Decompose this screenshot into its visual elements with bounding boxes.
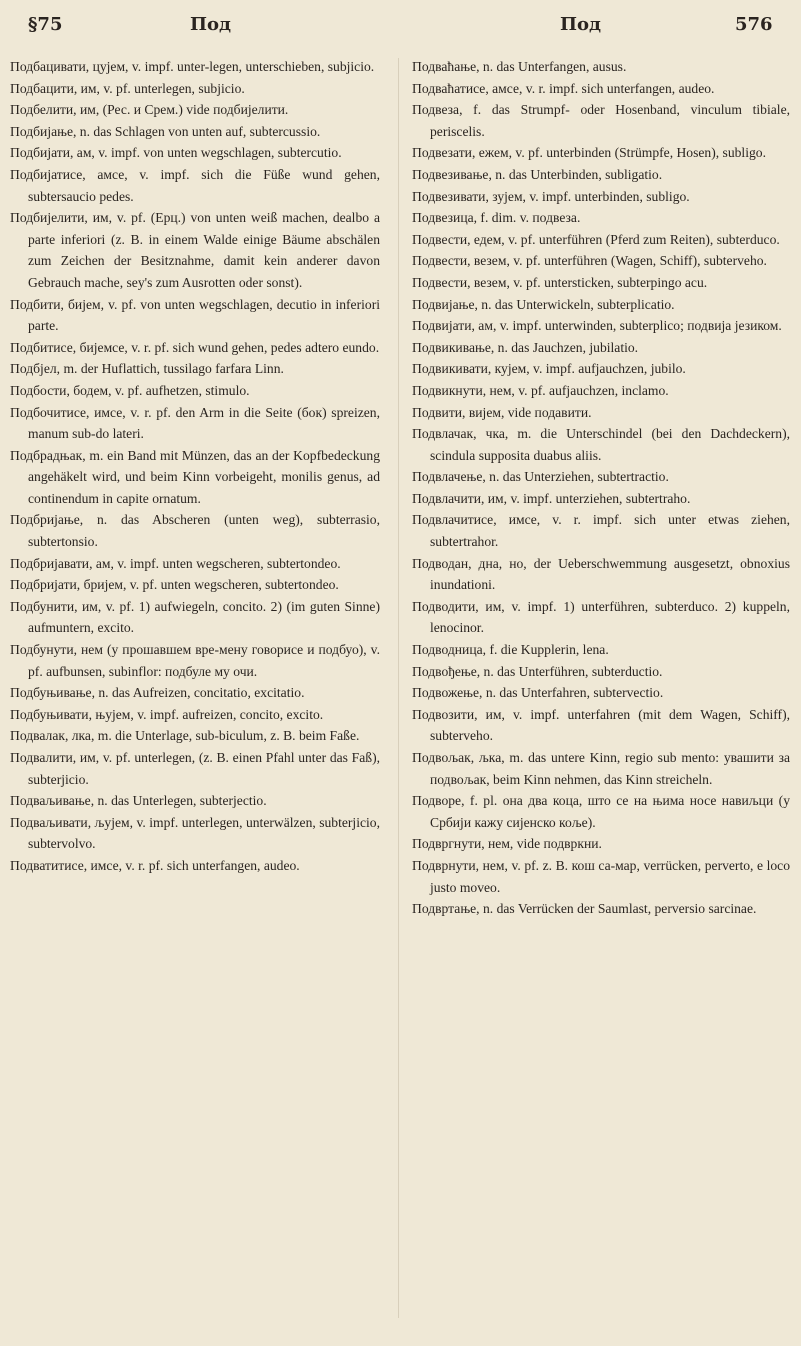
dictionary-entry: Подбости, бодем, v. pf. aufhetzen, stimulo. bbox=[10, 382, 250, 398]
dictionary-entry: Подвезица, f. dim. v. подвеза. bbox=[412, 210, 581, 226]
dictionary-entry: Подбочитисе, имсе, v. r. pf. den Arm in die Seite (бок) spreizen, manum sub-do lateri. bbox=[10, 404, 380, 442]
dictionary-entry: Подвити, вијем, vide подавити. bbox=[412, 404, 592, 420]
dictionary-entry: Подбијати, ам, v. impf. von unten wegschlagen, subtercutio. bbox=[10, 145, 342, 161]
dictionary-entry: Подвозити, им, v. impf. unterfahren (mit dem Wagen, Schiff), subterveho. bbox=[412, 706, 790, 744]
right-column bbox=[412, 56, 790, 920]
dictionary-entry: Подвезивање, n. das Unterbinden, subligatio. bbox=[412, 166, 663, 182]
dictionary-entry: Подводница, f. die Kupplerin, lena. bbox=[412, 642, 609, 658]
dictionary-entry: Подвеза, f. das Strumpf- oder Hosenband, vinculum tibiale, periscelis. bbox=[412, 102, 790, 139]
page-header bbox=[0, 8, 801, 48]
dictionary-entry: Подбитисе, бијемсе, v. r. pf. sich wund gehen, pedes adtero eundo. bbox=[10, 339, 380, 355]
dictionary-entry: Подбрадњак, m. ein Band mit Münzen, das an der Kopfbedeckung angehäkelt wird, und beim Kinn vorbeigeht, monilis genus, ad continendum in capite ornatum. bbox=[10, 447, 380, 506]
dictionary-entry: Подбацивати, цујем, v. impf. unter-legen, unterschieben, subjicio. bbox=[10, 59, 375, 74]
dictionary-entry: Подбријати, бријем, v. pf. unten wegscheren, subtertondeo. bbox=[10, 577, 339, 593]
dictionary-entry: Подбацити, им, v. pf. unterlegen, subjicio. bbox=[10, 80, 245, 96]
dictionary-entry: Подвести, едем, v. pf. unterführen (Pferd zum Reiten), subterduco. bbox=[412, 231, 780, 247]
page-number-right: 576 bbox=[735, 14, 773, 35]
dictionary-entry: Подвожење, n. das Unterfahren, subtervectio. bbox=[412, 685, 664, 701]
dictionary-entry: Подбијање, n. das Schlagen von unten auf, subtercussio. bbox=[10, 123, 321, 139]
dictionary-entry: Подбријавати, ам, v. impf. unten wegscheren, subtertondeo. bbox=[10, 555, 341, 571]
dictionary-entry: Подвезивати, зујем, v. impf. unterbinden, subligo. bbox=[412, 188, 690, 204]
dictionary-entry: Подворе, f. pl. она два коца, што се на њима носе навиљци (у Србији кажу сијенско коље). bbox=[412, 793, 790, 830]
dictionary-entry: Подвијање, n. das Unterwickeln, subterplicatio. bbox=[412, 296, 675, 312]
dictionary-entry: Подвлачитисе, имсе, v. r. impf. sich unter etwas ziehen, subtertrahor. bbox=[412, 512, 790, 550]
dictionary-entry: Подвлачење, n. das Unterziehen, subtertractio. bbox=[412, 469, 669, 485]
dictionary-entry: Подбријање, n. das Abscheren (unten weg), subterrasio, subtertonsio. bbox=[10, 512, 380, 550]
dictionary-entry: Подвикивање, n. das Jauchzen, jubilatio. bbox=[412, 339, 639, 355]
dictionary-entry: Подвољак, љка, m. das untere Kinn, regio sub mento: увашити за подвољак, beim Kinn nehmen, das Kinn streicheln. bbox=[412, 750, 790, 787]
page-number-left: §75 bbox=[28, 14, 63, 35]
dictionary-entry: Подбуњивати, њујем, v. impf. aufreizen, concito, excito. bbox=[10, 706, 324, 722]
dictionary-entry: Подвијати, ам, v. impf. unterwinden, subterplico; подвија језиком. bbox=[412, 318, 782, 334]
dictionary-entry: Подвести, везем, v. pf. untersticken, subterpingo acu. bbox=[412, 274, 708, 290]
dictionary-entry: Подбијатисе, амсе, v. impf. sich die Füße wund gehen, subtersaucio pedes. bbox=[10, 166, 380, 204]
dictionary-entry: Подводити, им, v. impf. 1) unterführen, subterduco. 2) kuppeln, lenocinor. bbox=[412, 598, 790, 636]
dictionary-entry: Подвалак, лка, m. die Unterlage, sub-biculum, z. B. beim Faße. bbox=[10, 728, 360, 744]
dictionary-entry: Подбити, бијем, v. pf. von unten wegschlagen, decutio in inferiori parte. bbox=[10, 296, 380, 334]
dictionary-entry: Подвргнути, нем, vide подвркни. bbox=[412, 836, 602, 852]
dictionary-entry: Подвлачак, чка, m. die Unterschindel (bei den Dachdeckern), scindula supposita duabus aliis. bbox=[412, 426, 790, 463]
dictionary-entry: Подбунути, нем (у прошавшем вре-мену говорисе и подбуо), v. pf. aufbunsen, subinflor: подбуле му очи. bbox=[10, 642, 380, 679]
dictionary-entry: Подвођење, n. das Unterführen, subterductio. bbox=[412, 663, 663, 679]
dictionary-entry: Подвести, везем, v. pf. unterführen (Wagen, Schiff), subterveho. bbox=[412, 253, 767, 269]
running-head-left: Под bbox=[190, 14, 232, 35]
dictionary-entry: Подбијелити, им, v. pf. (Ерц.) von unten weiß machen, dealbo a parte inferiori (z. B. in einem Walde einige Bäume abschälen zum Zeichen der Besitznahme, damit kein anderer davon Gebrauch mache, sey's zum Ausrotten oder sonst). bbox=[10, 210, 380, 290]
dictionary-entry: Подватитисе, имсе, v. r. pf. sich unterfangen, audeo. bbox=[10, 857, 300, 873]
column-divider bbox=[398, 58, 399, 1318]
dictionary-entry: Подбјел, m. der Huflattich, tussilago farfara Linn. bbox=[10, 361, 284, 377]
dictionary-entry: Подваљивати, љујем, v. impf. unterlegen, unterwälzen, subterjicio, subtervolvo. bbox=[10, 814, 380, 852]
dictionary-entry: Подвикивати, кујем, v. impf. aufjauchzen, jubilo. bbox=[412, 361, 686, 377]
dictionary-entry: Подвалити, им, v. pf. unterlegen, (z. B. einen Pfahl unter das Faß), subterjicio. bbox=[10, 750, 380, 787]
dictionary-entry: Подврнути, нем, v. pf. z. B. кош са-мар, verrücken, perverto, e loco justo moveo. bbox=[412, 857, 790, 895]
left-column bbox=[10, 56, 380, 877]
dictionary-entry: Подбелити, им, (Рес. и Срем.) vide подбијелити. bbox=[10, 102, 289, 118]
dictionary-entry: Подвртање, n. das Verrücken der Saumlast, perversio sarcinae. bbox=[412, 901, 757, 917]
dictionary-entry: Подваћање, n. das Unterfangen, ausus. bbox=[412, 59, 627, 74]
running-head-right: Под bbox=[560, 14, 602, 35]
dictionary-entry: Подвлачити, им, v. impf. unterziehen, subtertraho. bbox=[412, 490, 691, 506]
dictionary-entry: Подвикнути, нем, v. pf. aufjauchzen, inclamo. bbox=[412, 382, 669, 398]
dictionary-entry: Подводан, дна, но, der Ueberschwemmung ausgesetzt, obnoxius inundationi. bbox=[412, 555, 790, 593]
dictionary-entry: Подваљивање, n. das Unterlegen, subterjectio. bbox=[10, 793, 267, 809]
dictionary-entry: Подбуњивање, n. das Aufreizen, concitatio, excitatio. bbox=[10, 685, 305, 701]
dictionary-entry: Подвезати, ежем, v. pf. unterbinden (Strümpfe, Hosen), subligo. bbox=[412, 145, 766, 161]
dictionary-entry: Подваћатисе, амсе, v. r. impf. sich unterfangen, audeo. bbox=[412, 80, 715, 96]
dictionary-entry: Подбунити, им, v. pf. 1) aufwiegeln, concito. 2) (im guten Sinne) aufmuntern, excito. bbox=[10, 598, 380, 636]
